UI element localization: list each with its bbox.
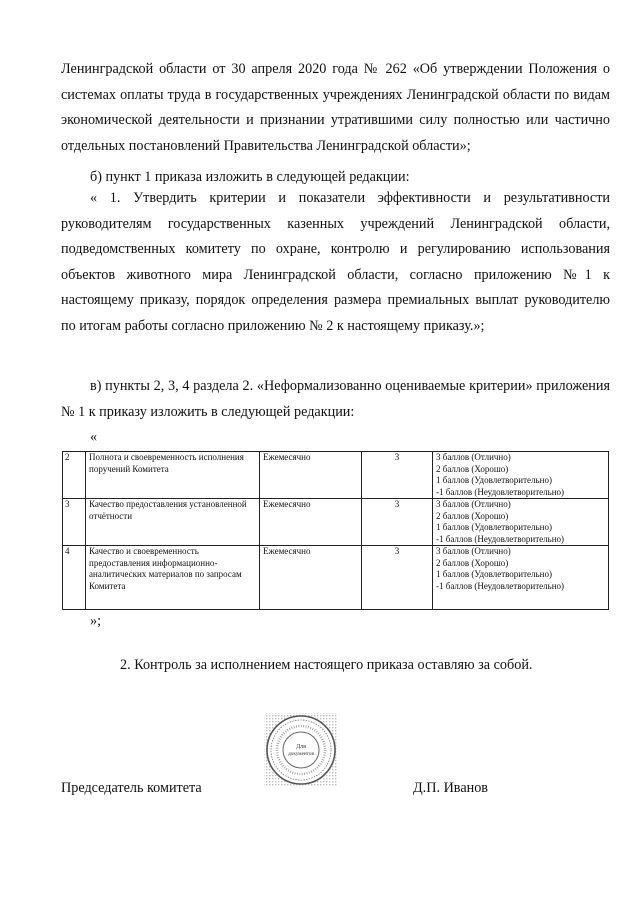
frequency-cell: Ежемесячно — [260, 452, 362, 499]
max-score-cell: 3 — [362, 546, 433, 610]
criterion-cell: Полнота и своевременность исполнения поручений Комитета — [86, 452, 260, 499]
svg-text:Для: Для — [296, 744, 306, 750]
grade-item: 1 баллов (Удовлетворительно) — [436, 475, 552, 485]
max-score-cell: 3 — [362, 452, 433, 499]
max-score-cell: 3 — [362, 499, 433, 546]
grades-cell — [433, 499, 609, 546]
quote-open: « — [90, 429, 98, 445]
grade-item: 1 баллов (Удовлетворительно) — [436, 569, 552, 579]
frequency-cell: Ежемесячно — [260, 499, 362, 546]
svg-text:документов: документов — [288, 751, 314, 757]
stamp-seal — [263, 712, 339, 788]
row-number: 4 — [63, 546, 86, 610]
signer-title: Председатель комитета — [61, 780, 202, 796]
grade-item: -1 баллов (Неудовлетворительно) — [436, 486, 565, 497]
point-b-paragraph: б) пункт 1 приказа изложить в следующей редакции: — [90, 169, 410, 185]
grade-item: 3 баллов (Отлично) — [436, 452, 511, 462]
grades-cell — [433, 452, 609, 499]
grades-cell — [433, 546, 609, 610]
frequency-cell: Ежемесячно — [260, 546, 362, 610]
grade-item: 2 баллов (Хорошо) — [436, 557, 509, 568]
quote-close: »; — [90, 613, 102, 629]
point-b-text-paragraph: « 1. Утвердить критерии и показатели эффективности и результативности руководителям государственных казенных учреждений Ленинградской области, подведомственных комитету по охране, контролю и регулированию использования объектов животного мира Ленинградской области, согласно приложению №1 к настоящему приказу, порядок определения размера премиальных выплат руководителю по итогам работы согласно приложению № 2 к настоящему приказу.»; — [61, 190, 610, 334]
grade-item: 1 баллов (Удовлетворительно) — [436, 522, 552, 532]
grade-item: 2 баллов (Хорошо) — [436, 463, 509, 474]
row-number: 2 — [63, 452, 86, 499]
point-v-paragraph: в) пункты 2, 3, 4 раздела 2. «Неформализованно оцениваемые критерии» приложения № 1 к приказу изложить в следующей редакции: — [61, 378, 610, 420]
intro-paragraph: Ленинградской области от 30 апреля 2020 года № 262 «Об утверждении Положения о системах оплаты труда в государственных учреждениях Ленинградской области по видам экономической деятельности и признании утратившими силу полностью или частично отдельных постановлений Правительства Ленинградской области»; — [61, 61, 610, 154]
grade-item: -1 баллов (Неудовлетворительно) — [436, 533, 565, 544]
grade-item: 3 баллов (Отлично) — [436, 546, 511, 556]
table-row — [63, 499, 609, 546]
grade-item: -1 баллов (Неудовлетворительно) — [436, 580, 565, 591]
table-row — [63, 546, 609, 610]
criterion-cell: Качество и своевременность предоставления информационно-аналитических материалов по запросам Комитета — [86, 546, 260, 610]
table-row — [63, 452, 609, 499]
grade-item: 2 баллов (Хорошо) — [436, 510, 509, 521]
criterion-cell: Качество предоставления установленной отчётности — [86, 499, 260, 546]
grade-item: 3 баллов (Отлично) — [436, 499, 511, 509]
closing-paragraph: 2. Контроль за исполнением настоящего приказа оставляю за собой. — [120, 657, 533, 673]
row-number: 3 — [63, 499, 86, 546]
signer-name: Д.П. Иванов — [413, 780, 489, 796]
criteria-table — [62, 451, 609, 610]
